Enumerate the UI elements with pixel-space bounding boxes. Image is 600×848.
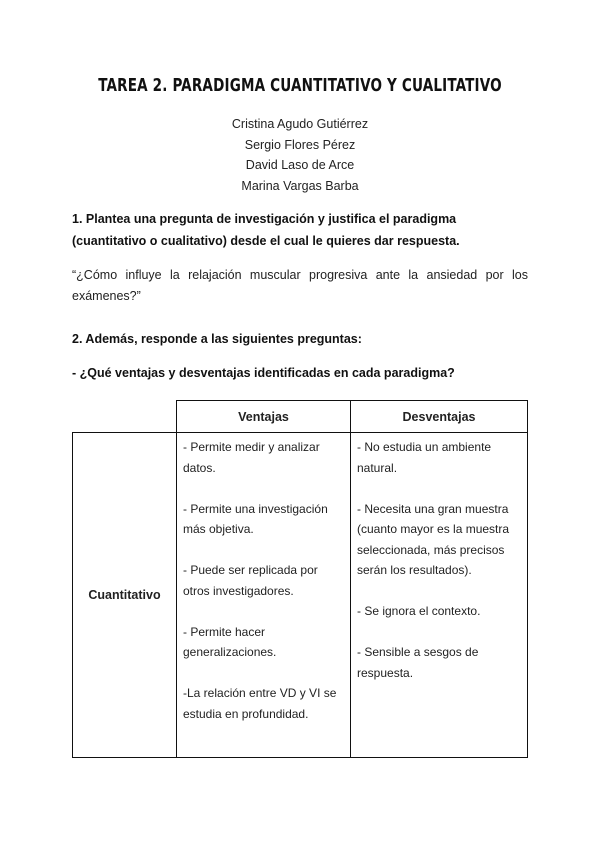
author-name: Cristina Agudo Gutiérrez bbox=[231, 117, 369, 131]
row-label-cuantitativo: Cuantitativo bbox=[73, 433, 177, 758]
list-item: - Puede ser replicada por otros investigadores. bbox=[183, 563, 318, 598]
question-2: 2. Además, responde a las siguientes preguntas: bbox=[72, 332, 362, 346]
table-row bbox=[73, 433, 528, 758]
list-item: -La relación entre VD y VI se estudia en profundidad. bbox=[183, 686, 337, 721]
paradigm-table bbox=[72, 400, 528, 758]
author-name: Marina Vargas Barba bbox=[241, 178, 359, 193]
header-ventajas: Ventajas bbox=[177, 401, 351, 433]
list-item: - Permite medir y analizar datos. bbox=[183, 440, 320, 475]
list-item: - No estudia un ambiente natural. bbox=[357, 440, 492, 475]
header-desventajas: Desventajas bbox=[351, 401, 528, 433]
author-list bbox=[0, 114, 600, 196]
document-title: TAREA 2. PARADIGMA CUANTITATIVO Y CUALITATIVO bbox=[98, 76, 502, 96]
list-item: - Sensible a sesgos de respuesta. bbox=[357, 645, 479, 680]
desventajas-cell bbox=[351, 433, 528, 758]
list-item: - Permite hacer generalizaciones. bbox=[183, 624, 277, 659]
research-question: “¿Cómo influye la relajación muscular progresiva ante la ansiedad por los exámenes?” bbox=[72, 268, 528, 303]
author-name: David Laso de Arce bbox=[245, 158, 355, 172]
list-item: - Se ignora el contexto. bbox=[357, 604, 481, 618]
list-item: - Permite una investigación más objetiva. bbox=[183, 501, 328, 536]
subquestion: - ¿Qué ventajas y desventajas identificadas en cada paradigma? bbox=[72, 366, 455, 380]
ventajas-cell bbox=[177, 433, 351, 758]
table-header-row bbox=[73, 401, 528, 433]
author-name: Sergio Flores Pérez bbox=[244, 137, 356, 152]
table-corner-cell bbox=[73, 401, 177, 433]
list-item: - Necesita una gran muestra (cuanto mayor es la muestra seleccionada, más precisos serán los resultados). bbox=[357, 501, 510, 577]
question-1: 1. Plantea una pregunta de investigación y justifica el paradigma (cuantitativo o cualitativo) desde el cual le quieres dar respuesta. bbox=[72, 212, 460, 248]
